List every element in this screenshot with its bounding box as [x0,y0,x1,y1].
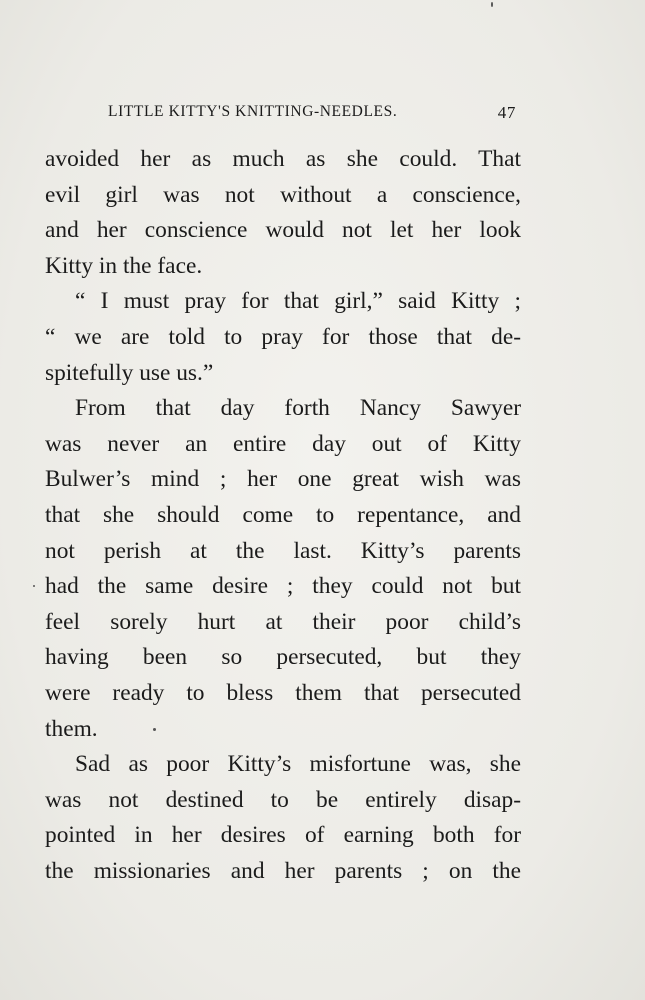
text-line: spitefully use us.” [45,359,214,386]
text-line: Kitty in the face. [45,252,203,279]
ink-speck [153,728,156,731]
text-line: were ready to bless them that persecuted [45,679,521,706]
text-line: Bulwer’s mind ; her one great wish was [45,466,521,493]
body-text [45,142,521,889]
text-line: Sad as poor Kitty’s misfortune was, she [75,751,521,778]
text-line: and her conscience would not let her look [45,217,521,244]
text-line: not perish at the last. Kitty’s parents [45,537,521,564]
text-line: had the same desire ; they could not but [45,573,521,600]
text-line: having been so persecuted, but they [45,644,521,671]
ink-speck [491,2,493,7]
text-line: was never an entire day out of Kitty [45,430,521,457]
ink-speck [33,585,35,587]
text-line: avoided her as much as she could. That [45,146,521,172]
text-line: From that day forth Nancy Sawyer [75,395,521,422]
text-line: feel sorely hurt at their poor child’s [45,608,521,635]
text-line: that she should come to repentance, and [45,501,521,528]
text-line: “ I must pray for that girl,” said Kitty ; [75,288,521,315]
text-line: them. [45,715,98,742]
text-line: was not destined to be entirely disap- [45,786,521,813]
text-line: the missionaries and her parents ; on the [45,857,521,884]
text-line: “ we are told to pray for those that de- [45,323,521,350]
running-title: LITTLE KITTY'S KNITTING-NEEDLES. [108,103,398,120]
text-line: evil girl was not without a conscience, [45,181,521,208]
page-header [108,103,516,127]
page-number: 47 [497,103,516,122]
text-line: pointed in her desires of earning both for [45,822,521,849]
